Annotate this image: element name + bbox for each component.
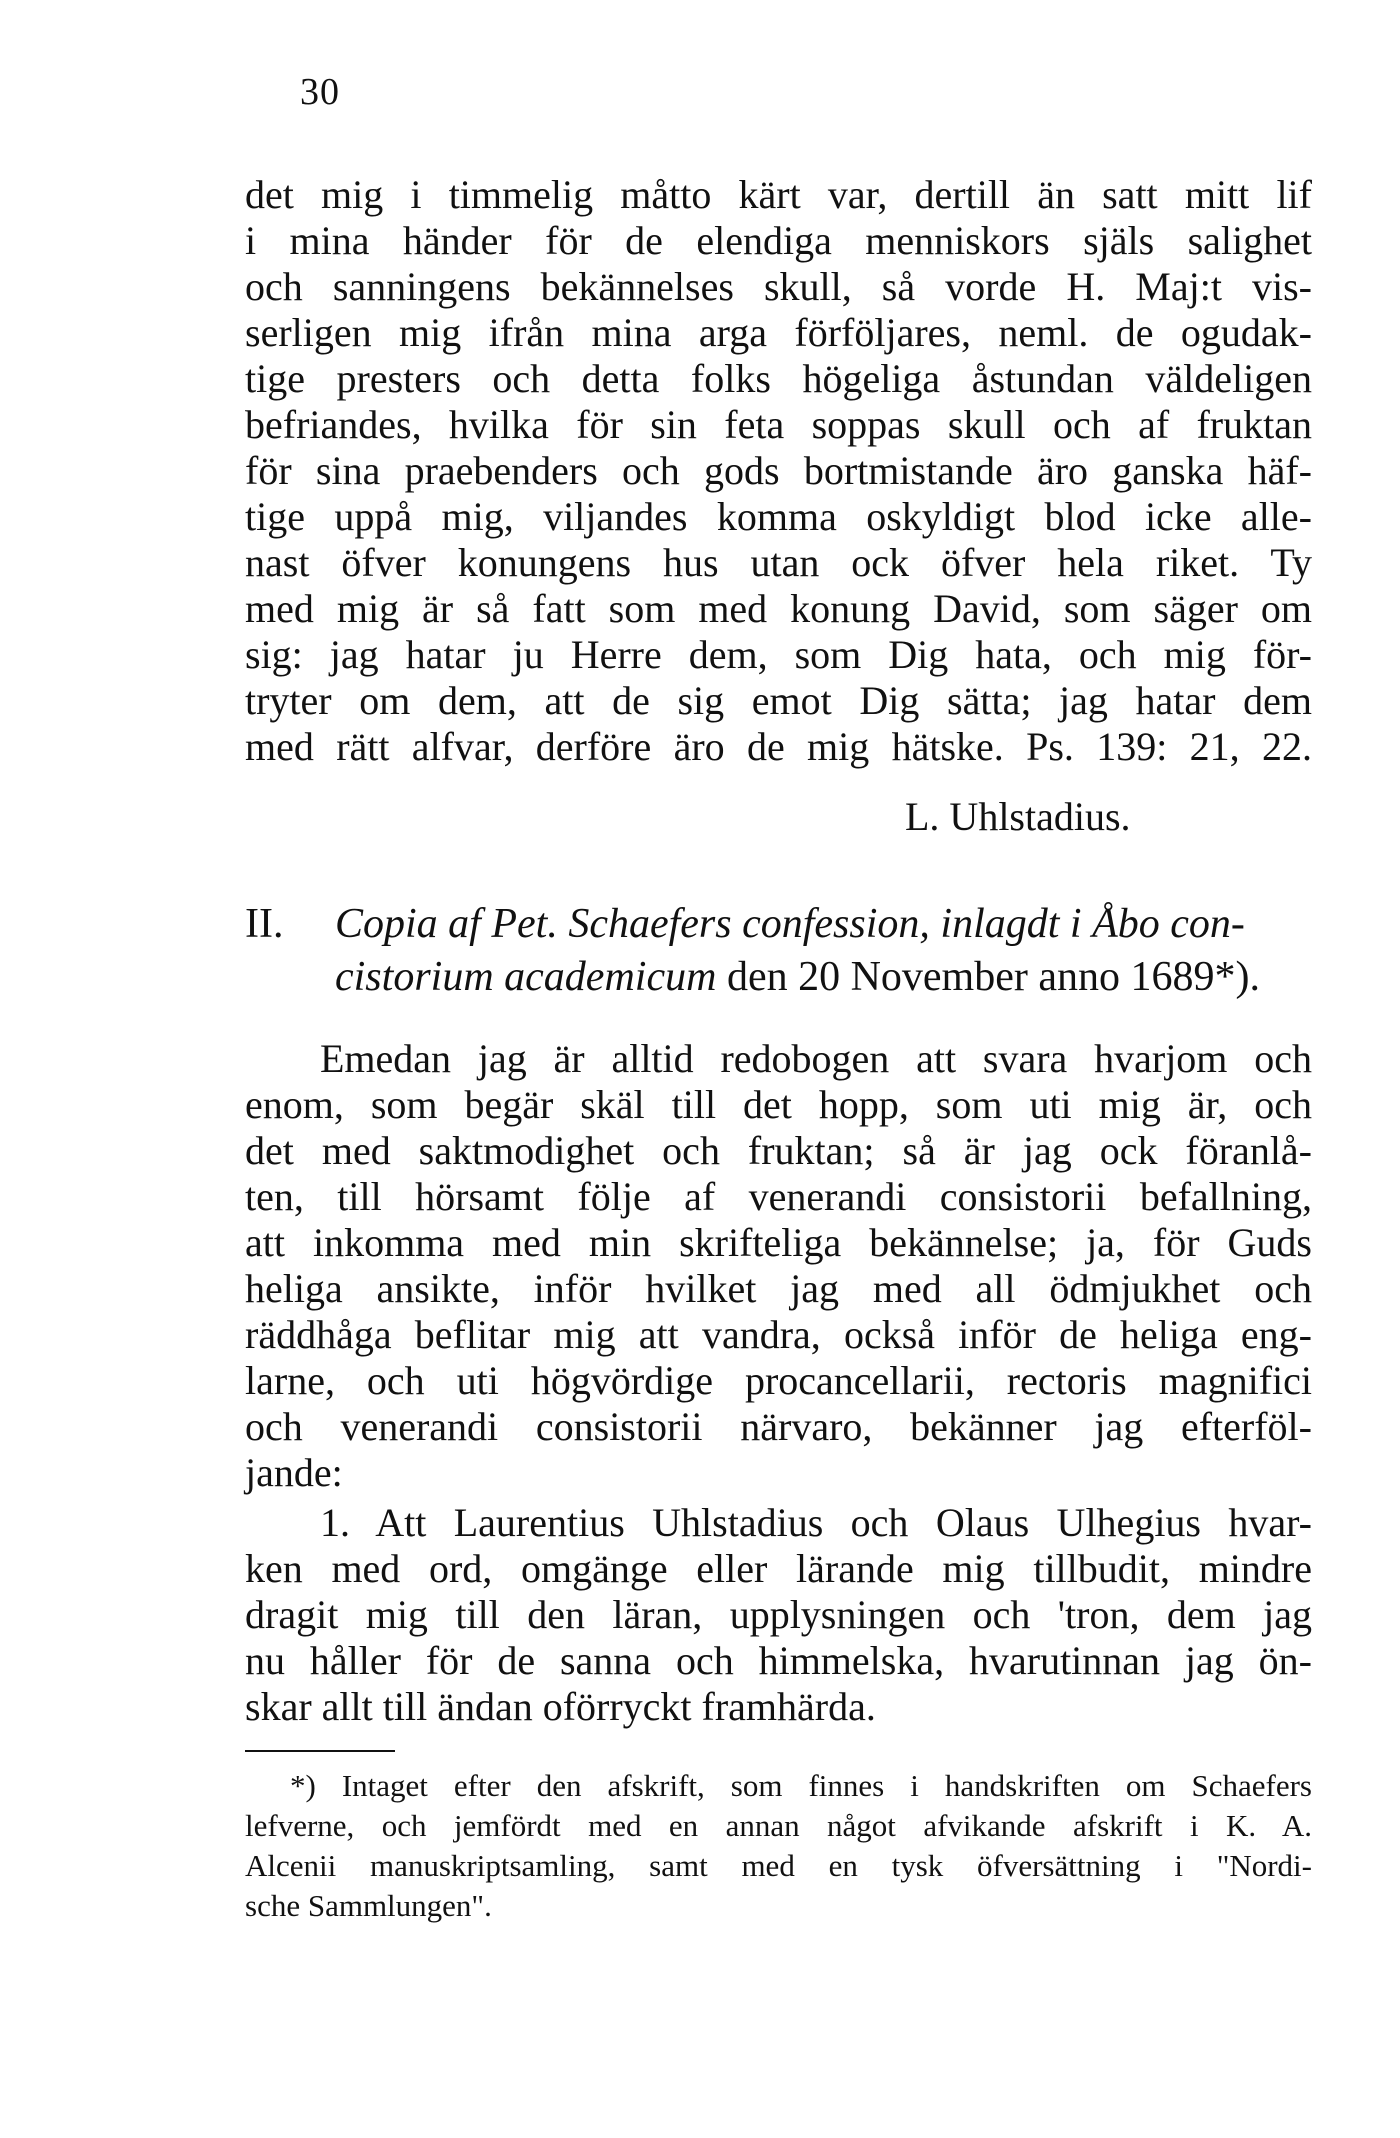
text-line: nast öfver konungens hus utan ock öfver hela riket. Ty [245, 540, 1312, 585]
footnote-line: Alcenii manuskriptsamling, samt med en tysk öfversättning i "Nordi- [245, 1848, 1312, 1883]
text-line: tryter om dem, att de sig emot Dig sätta; jag hatar dem [245, 678, 1312, 723]
text-line: enom, som begär skäl till det hopp, som uti mig är, och [245, 1082, 1312, 1127]
section-heading-italic: Copia af Pet. Schaefers confession, inlagdt i Åbo con- [335, 901, 1245, 947]
text-line: att inkomma med min skrifteliga bekännelse; ja, för Guds [245, 1220, 1312, 1265]
section-heading-line-2 [335, 953, 1260, 1001]
section-heading-italic: cistorium academicum [335, 954, 717, 1000]
page-number: 30 [300, 71, 340, 113]
text-line: befriandes, hvilka för sin feta soppas skull och af fruktan [245, 402, 1312, 447]
footnote-line: lefverne, och jemfördt med en annan något afvikande afskrift i K. A. [245, 1808, 1312, 1843]
text-line: nu håller för de sanna och himmelska, hvarutinnan jag ön- [245, 1638, 1312, 1683]
text-line: det mig i timmelig måtto kärt var, dertill än satt mitt lif [245, 172, 1312, 217]
section-heading-line-1 [335, 900, 1245, 948]
text-line: för sina praebenders och gods bortmistande äro ganska häf- [245, 448, 1312, 493]
text-line: ten, till hörsamt följe af venerandi consistorii befallning, [245, 1174, 1312, 1219]
text-line: och sanningens bekännelses skull, så vorde H. Maj:t vis- [245, 264, 1312, 309]
text-line: med mig är så fatt som med konung David, som säger om [245, 586, 1312, 631]
text-line: dragit mig till den läran, upplysningen och 'tron, dem jag [245, 1592, 1312, 1637]
signature: L. Uhlstadius. [905, 794, 1131, 839]
text-line: tige presters och detta folks högeliga åstundan väldeligen [245, 356, 1312, 401]
text-line: 1. Att Laurentius Uhlstadius och Olaus Ulhegius hvar- [320, 1500, 1312, 1545]
section-number: II. [245, 901, 284, 947]
text-line: med rätt alfvar, derföre äro de mig hätske. Ps. 139: 21, 22. [245, 724, 1312, 769]
footnote-line: sche Sammlungen". [245, 1888, 492, 1923]
text-line: jande: [245, 1450, 343, 1495]
text-line: tige uppå mig, viljandes komma oskyldigt blod icke alle- [245, 494, 1312, 539]
text-line: serligen mig ifrån mina arga förföljares, neml. de ogudak- [245, 310, 1312, 355]
text-line: och venerandi consistorii närvaro, bekänner jag efterföl- [245, 1404, 1312, 1449]
footnote-line: *) Intaget efter den afskrift, som finnes i handskriften om Schaefers [290, 1768, 1312, 1803]
text-line: räddhåga beflitar mig att vandra, också inför de heliga eng- [245, 1312, 1312, 1357]
text-line: det med saktmodighet och fruktan; så är jag ock föranlå- [245, 1128, 1312, 1173]
text-line: ken med ord, omgänge eller lärande mig tillbudit, mindre [245, 1546, 1312, 1591]
text-line: sig: jag hatar ju Herre dem, som Dig hata, och mig för- [245, 632, 1312, 677]
text-line: skar allt till ändan oförryckt framhärda. [245, 1684, 876, 1729]
text-line: i mina händer för de elendiga menniskors själs salighet [245, 218, 1312, 263]
section-heading-date: den 20 November anno 1689*). [716, 954, 1260, 1000]
text-line: larne, och uti högvördige procancellarii, rectoris magnifici [245, 1358, 1312, 1403]
text-line: Emedan jag är alltid redobogen att svara hvarjom och [320, 1036, 1312, 1081]
footnote-divider [245, 1750, 395, 1752]
text-line: heliga ansikte, inför hvilket jag med all ödmjukhet och [245, 1266, 1312, 1311]
